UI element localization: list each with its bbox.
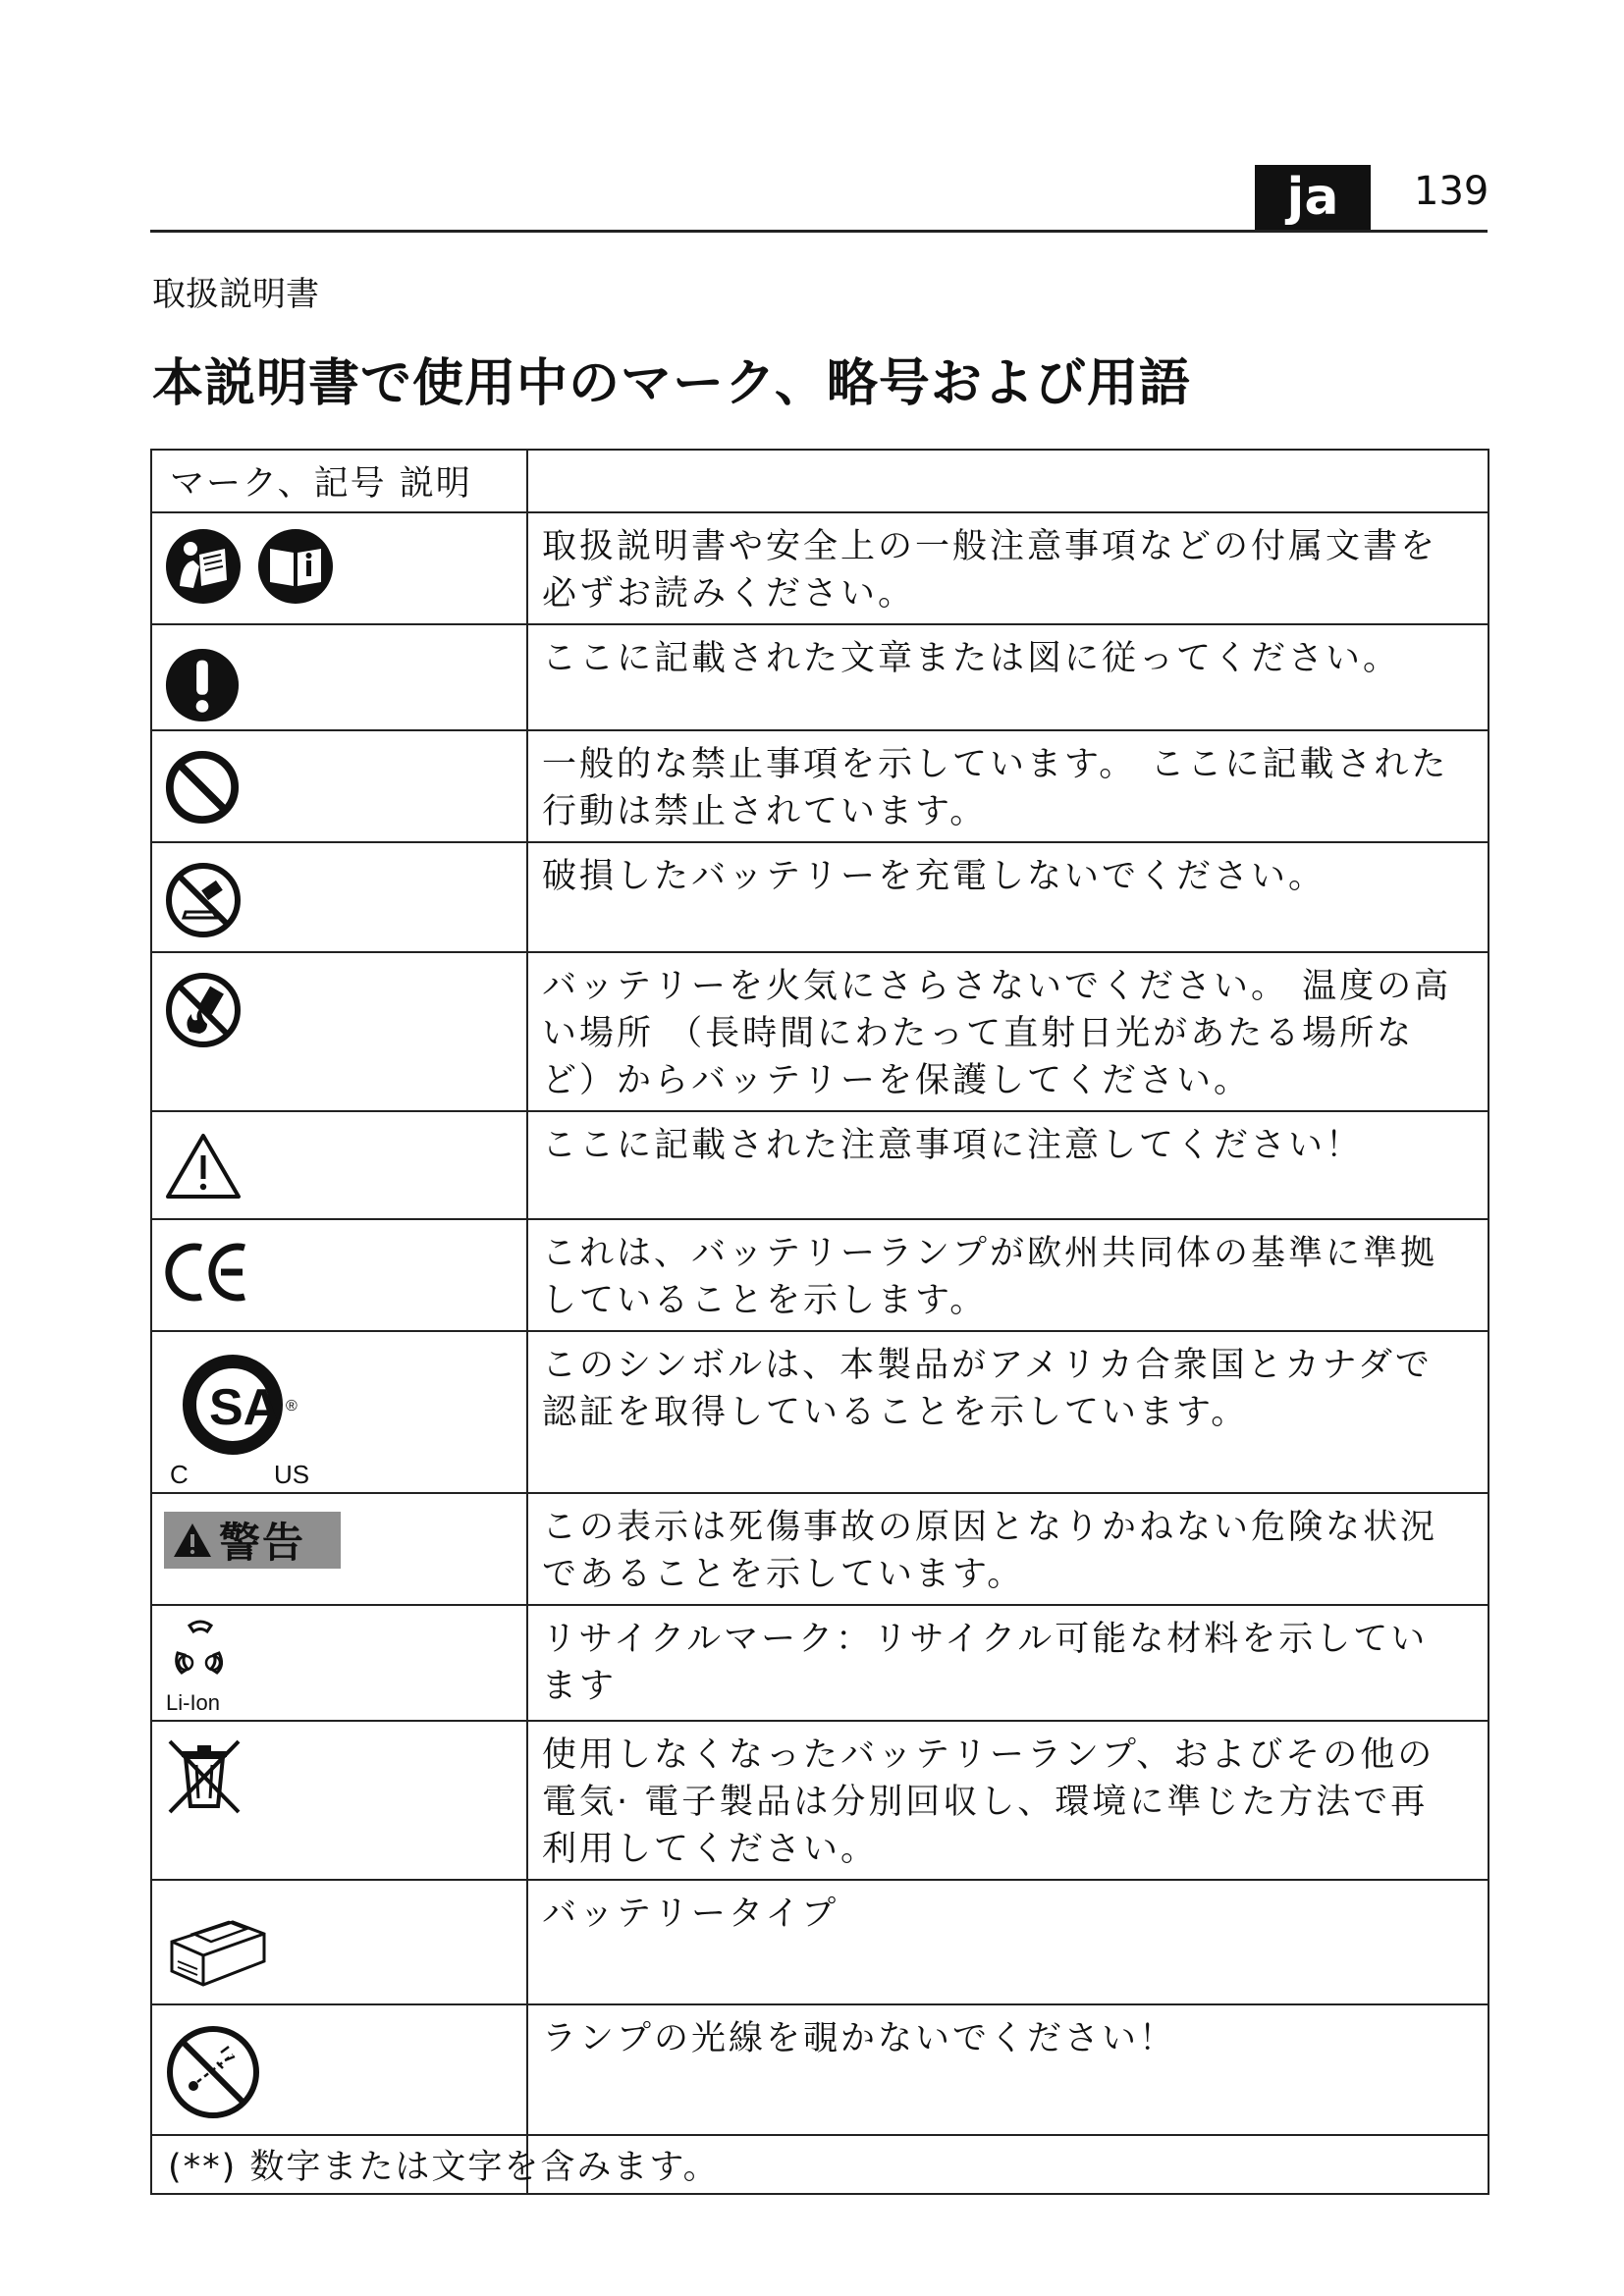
table-row (151, 512, 1489, 624)
table-row (151, 1721, 1489, 1880)
ce-mark-icon (164, 1242, 252, 1303)
symbols-table (150, 449, 1489, 2195)
page-title: 本説明書で使用中のマーク、略号および用語 (152, 354, 1191, 413)
table-row (151, 730, 1489, 842)
symbol-cell (151, 1219, 527, 1331)
description-line: リサイクルマーク：リサイクル可能な材料を示してい (542, 1620, 1429, 1659)
symbol-cell (151, 1493, 527, 1605)
description-line: 利用してください。 (542, 1830, 879, 1869)
symbol-cell (151, 1880, 527, 2004)
description-line: い場所 （長時間にわたって直射日光があたる場所な (542, 1014, 1415, 1053)
mandatory-exclamation-icon (164, 647, 241, 723)
description-cell (527, 1880, 1489, 2004)
no-stare-beam-icon (164, 2023, 262, 2121)
description-line: 行動は禁止されています。 (542, 792, 988, 831)
description-cell (527, 1219, 1489, 1331)
description-cell (527, 1493, 1489, 1605)
description-line: 必ずお読みください。 (542, 574, 916, 614)
description-line: 一般的な禁止事項を示しています。 ここに記載された (542, 745, 1449, 784)
csa-letters: SA (209, 1379, 281, 1436)
table-header-row (151, 450, 1489, 512)
footer-cell (151, 2135, 720, 2194)
table-row (151, 1605, 1489, 1721)
description-cell (527, 1721, 1489, 1880)
recycle-arrows-icon (166, 1616, 235, 1684)
csa-registered: ® (286, 1398, 298, 1415)
csa-mark-icon (164, 1344, 321, 1491)
table-row (151, 1880, 1489, 2004)
symbol-cell (151, 1331, 527, 1493)
language-tab: ja (1255, 165, 1371, 230)
symbol-cell (151, 2004, 527, 2135)
warning-badge-icon (164, 1512, 341, 1569)
description-line: このシンボルは、本製品がアメリカ合衆国とカナダで (542, 1346, 1433, 1385)
description-line: バッテリーを火気にさらさないでください。 温度の高 (542, 967, 1452, 1006)
description-line: 電気· 電子製品は分別回収し、環境に準じた方法で再 (542, 1783, 1429, 1822)
symbol-cell (151, 952, 527, 1111)
description-line: ランプの光線を覗かないでください！ (542, 2019, 1177, 2058)
description-line: 使用しなくなったバッテリーランプ、およびその他の (542, 1735, 1435, 1775)
table-row (151, 1111, 1489, 1219)
description-cell (527, 2004, 1489, 2135)
table-row (151, 624, 1489, 730)
table-footer-row (151, 2135, 1489, 2194)
description-cell (527, 1111, 1489, 1219)
symbol-cell (151, 1721, 527, 1880)
description-line: 認証を取得していることを示しています。 (542, 1393, 1249, 1432)
recycle-liion-icon (152, 1606, 526, 1716)
description-line: であることを示しています。 (542, 1555, 1025, 1594)
header-rule (150, 230, 1488, 233)
description-cell (527, 1605, 1489, 1721)
warning-badge-text: 警告 (219, 1519, 306, 1567)
prohibition-icon (164, 749, 241, 826)
read-manual-icon (164, 527, 243, 606)
description-cell (527, 730, 1489, 842)
table-row (151, 1219, 1489, 1331)
table-row (151, 952, 1489, 1111)
description-line: ど）からバッテリーを保護してください。 (542, 1061, 1252, 1100)
csa-us-label: US (274, 1460, 310, 1489)
table-row (151, 842, 1489, 952)
table-row (151, 1331, 1489, 1493)
table-header-cell (151, 450, 527, 512)
description-line: ここに記載された注意事項に注意してください！ (542, 1126, 1364, 1165)
description-line: ます (542, 1667, 618, 1706)
info-manual-icon (256, 527, 335, 606)
symbol-cell (151, 512, 527, 624)
crossed-bin-icon (164, 1735, 244, 1816)
description-line: この表示は死傷事故の原因となりかねない危険な状況 (542, 1508, 1438, 1547)
table-row (151, 2004, 1489, 2135)
battery-pack-icon (164, 1902, 270, 1991)
section-label: 取扱説明書 (152, 275, 319, 314)
page-number: 139 (1414, 169, 1489, 214)
footer-note: (**) 数字または文字を含みます。 (168, 2148, 720, 2187)
warning-badge-triangle-icon (172, 1522, 213, 1559)
description-line: 取扱説明書や安全上の一般注意事項などの付属文書を (542, 527, 1438, 566)
table-row (151, 1493, 1489, 1605)
table-header-label: マーク、記号 説明 (170, 464, 472, 504)
description-cell (527, 624, 1489, 730)
csa-c-label: C (170, 1460, 189, 1489)
description-cell (527, 1331, 1489, 1493)
liion-label: Li-Ion (166, 1690, 221, 1715)
symbol-cell (151, 1605, 527, 1721)
description-line: 破損したバッテリーを充電しないでください。 (542, 857, 1326, 896)
description-line: これは、バッテリーランプが欧州共同体の基準に準拠 (542, 1234, 1438, 1273)
description-line: していることを示します。 (542, 1281, 988, 1320)
no-charge-damaged-battery-icon (164, 861, 243, 939)
symbol-cell (151, 730, 527, 842)
warning-triangle-icon (164, 1132, 243, 1201)
symbol-cell (151, 842, 527, 952)
symbol-cell (151, 1111, 527, 1219)
table-header-empty-cell (527, 450, 1489, 512)
description-line: バッテリータイプ (542, 1895, 839, 1934)
no-fire-battery-icon (164, 971, 243, 1049)
description-cell (527, 512, 1489, 624)
description-line: ここに記載された文章または図に従ってください。 (542, 639, 1401, 678)
description-cell (527, 952, 1489, 1111)
description-cell (527, 842, 1489, 952)
symbol-cell (151, 624, 527, 730)
